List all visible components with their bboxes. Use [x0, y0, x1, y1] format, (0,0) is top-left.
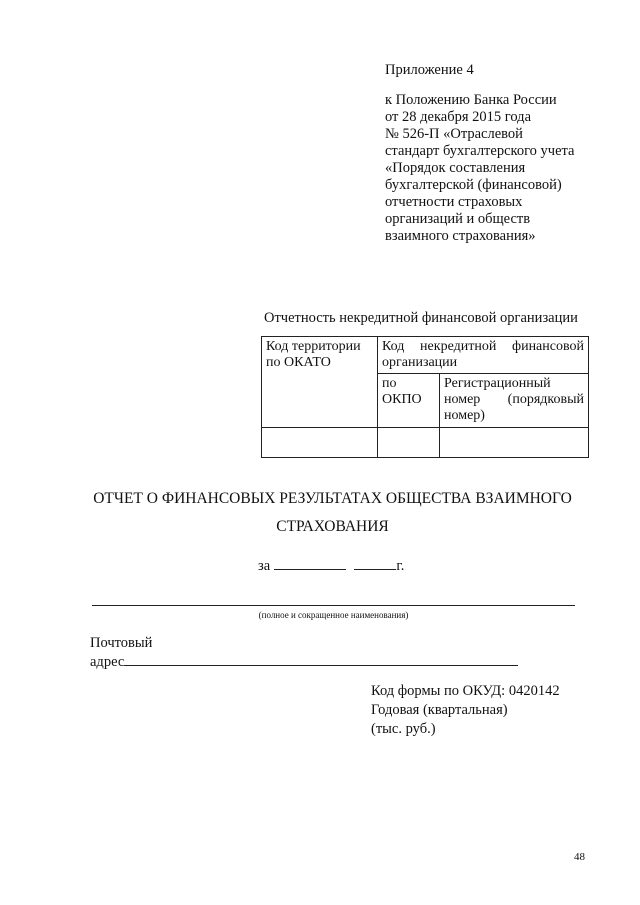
okpo-header-cell	[378, 374, 440, 428]
report-period	[258, 556, 404, 575]
reg-number-header-cell	[440, 374, 589, 428]
appendix-line: к Положению Банка России	[385, 92, 557, 108]
org-code-header-cell	[378, 337, 589, 374]
okpo-header: по ОКПО	[382, 376, 422, 407]
okud-code: Код формы по ОКУД: 0420142	[371, 683, 560, 699]
appendix-line: организаций и обществ	[385, 211, 531, 227]
appendix-line: «Порядок составления	[385, 160, 526, 176]
period-prefix: за	[258, 558, 271, 574]
report-title-line1: ОТЧЕТ О ФИНАНСОВЫХ РЕЗУЛЬТАТАХ ОБЩЕСТВА ВЗАИМНОГО	[93, 490, 572, 507]
year-field[interactable]	[354, 556, 396, 570]
period-field[interactable]	[274, 556, 346, 570]
codes-table	[261, 336, 589, 458]
form-info	[371, 682, 560, 739]
report-title-line2: СТРАХОВАНИЯ	[276, 518, 389, 535]
postal-address-label	[90, 634, 152, 672]
appendix-line: бухгалтерской (финансовой)	[385, 177, 562, 193]
page-number: 48	[574, 851, 585, 863]
org-name-caption: (полное и сокращенное наименования)	[258, 610, 409, 620]
postal-address-field[interactable]	[124, 665, 518, 666]
appendix-header	[385, 62, 615, 245]
appendix-number: Приложение 4	[385, 62, 474, 78]
appendix-line: от 28 декабря 2015 года	[385, 109, 531, 125]
appendix-line: отчетности страховых	[385, 194, 523, 210]
periodicity: Годовая (квартальная)	[371, 702, 508, 718]
okato-header-cell	[262, 337, 378, 428]
org-code-header: Код некредитной финансовой организации	[382, 339, 584, 370]
org-caption: Отчетность некредитной финансовой организации	[264, 310, 578, 326]
okato-value-cell[interactable]	[262, 428, 378, 458]
org-name-line[interactable]	[92, 605, 575, 606]
appendix-line: взаимного страхования»	[385, 228, 536, 244]
units: (тыс. руб.)	[371, 721, 436, 737]
okpo-value-cell[interactable]	[378, 428, 440, 458]
reg-number-value-cell[interactable]	[440, 428, 589, 458]
postal-label-line2: адрес	[90, 654, 125, 670]
reg-number-header: Регистрационный номер (порядковый номер)	[444, 376, 584, 423]
okato-header: Код территории по ОКАТО	[266, 339, 361, 370]
postal-label-line1: Почтовый	[90, 635, 153, 651]
appendix-line: № 526-П «Отраслевой	[385, 126, 523, 142]
period-suffix: г.	[396, 558, 405, 574]
appendix-line: стандарт бухгалтерского учета	[385, 143, 575, 159]
